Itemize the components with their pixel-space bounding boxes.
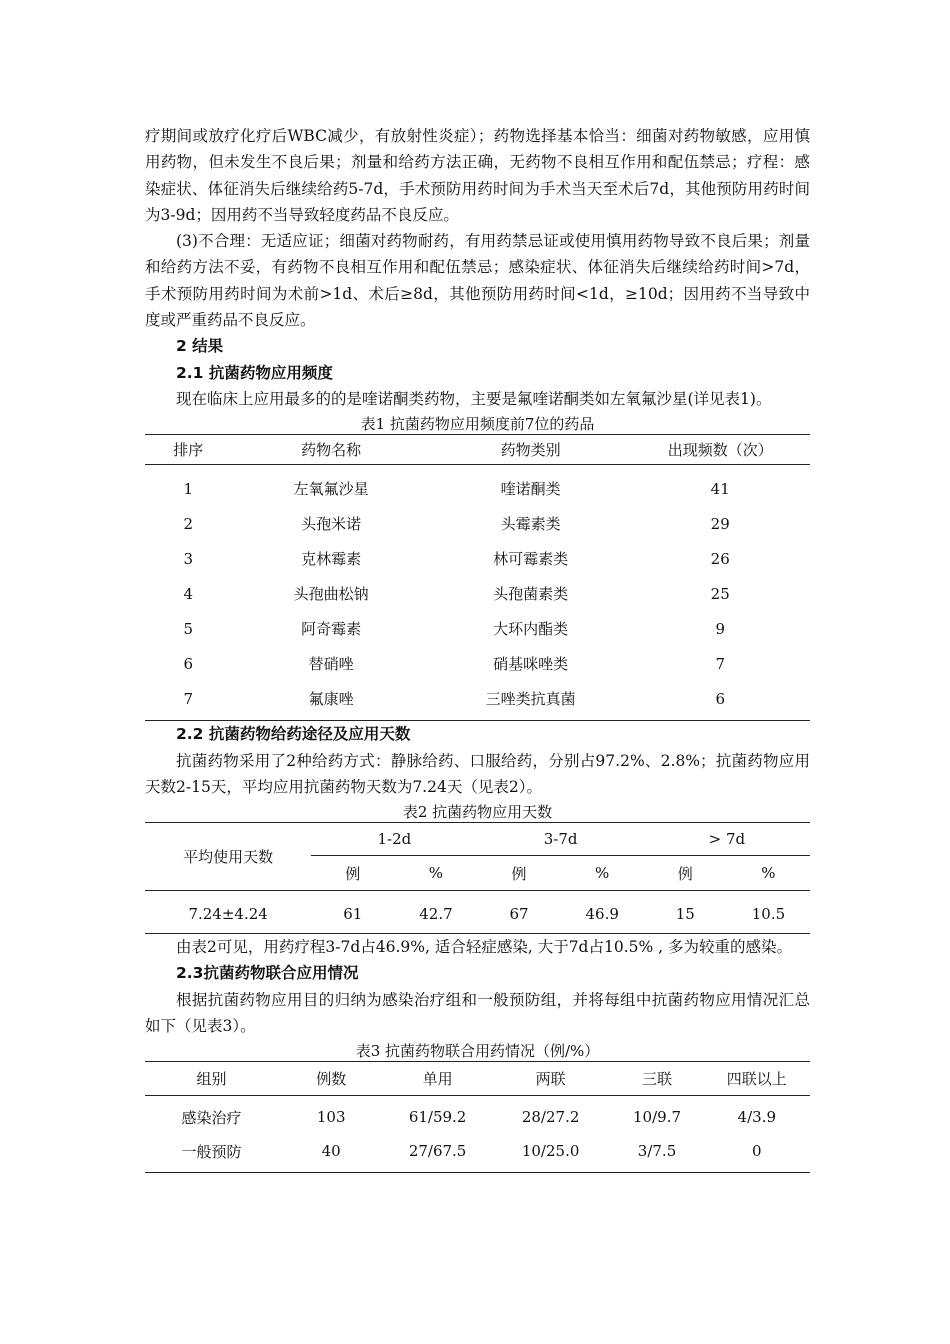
table1-header-cell: 药物类别: [431, 435, 631, 465]
table1: [145, 434, 810, 721]
table-cell: 一般预防: [181, 1142, 242, 1161]
table-cell: 27/67.5: [408, 1142, 467, 1161]
table-cell: 29: [710, 514, 730, 533]
table1-header-cell: 排序: [145, 435, 231, 465]
table2-group-header: 1-2d: [311, 823, 477, 856]
table-row: [145, 465, 810, 507]
table-cell: 头孢曲松钠: [293, 585, 369, 604]
table2-sub-header: 例: [644, 856, 727, 891]
paragraph-2-2: 抗菌药物采用了2种给药方式：静脉给药、口服给药，分别占97.2%、2.8%；抗菌药物应用天数2-15天，平均应用抗菌药物天数为7.24天（见表2）。: [145, 751, 810, 796]
table-cell: 4/3.9: [737, 1108, 776, 1127]
table3-header-row: [145, 1062, 810, 1096]
table-cell: 10/9.7: [633, 1108, 682, 1127]
table-cell: 46.9: [585, 905, 619, 924]
table-cell: 感染治疗: [181, 1108, 242, 1127]
table-cell: 7: [183, 689, 193, 708]
table-cell: 25: [710, 584, 730, 603]
table-cell: 左氧氟沙星: [293, 480, 369, 499]
table1-header-cell: 药物名称: [231, 435, 431, 465]
table-cell: 10/25.0: [521, 1142, 580, 1161]
table2-sub-header: 例: [311, 856, 394, 891]
table-cell: 41: [710, 479, 730, 498]
table-cell: 林可霉素类: [493, 550, 569, 569]
table2-group-row: [145, 823, 810, 856]
table-row: [145, 506, 810, 541]
table2-group-header: > 7d: [644, 823, 810, 856]
table-cell: 三唑类抗真菌: [485, 690, 576, 709]
table1-header-row: [145, 435, 810, 465]
table-cell: 阿奇霉素: [301, 620, 362, 639]
table2-sub-header: %: [727, 856, 810, 891]
table-cell: 4: [183, 584, 193, 603]
table2-sub-header: %: [561, 856, 644, 891]
table3-header-cell: 组别: [145, 1062, 278, 1096]
table3-header-cell: 两联: [491, 1062, 611, 1096]
section-heading-results: 2 结果: [176, 337, 224, 356]
paragraph-table2-summary: 由表2可见，用药疗程3-7d占46.9%, 适合轻症感染, 大于7d占10.5% , 多为较重的感染。: [176, 938, 792, 957]
table-cell: 61/59.2: [408, 1108, 467, 1127]
subsection-heading-2-1: 2.1 抗菌药物应用频度: [176, 363, 333, 382]
table-row: [145, 576, 810, 611]
table-cell: 氟康唑: [308, 690, 354, 709]
table-row: [145, 1096, 810, 1135]
table2-row-header: 平均使用天数: [145, 823, 311, 891]
table-cell: 大环内酯类: [493, 620, 569, 639]
table-row: [145, 646, 810, 681]
table-cell: 26: [710, 549, 730, 568]
table-cell: 5: [183, 619, 193, 638]
table3-header-cell: 四联以上: [704, 1062, 810, 1096]
table3-header-cell: 例数: [278, 1062, 384, 1096]
table-cell: 6: [183, 654, 193, 673]
table-row: [145, 611, 810, 646]
table-cell: 克林霉素: [301, 550, 362, 569]
subsection-heading-2-3: 2.3抗菌药物联合应用情况: [176, 964, 359, 983]
document-page: [145, 123, 810, 1173]
table-cell: 2: [183, 514, 193, 533]
table-cell: 28/27.2: [521, 1108, 580, 1127]
table-cell: 1: [183, 479, 193, 498]
table-cell: 替硝唑: [308, 655, 354, 674]
table-cell: 7: [715, 654, 725, 673]
paragraph-criteria-unreasonable: (3)不合理：无适应证；细菌对药物耐药，有用药禁忌证或使用慎用药物导致不良后果；剂量和给药方法不妥，有药物不良相互作用和配伍禁忌；感染症状、体征消失后继续给药时间>7d，手术预防用药时间为术前>1d、术后≥8d，其他预防用药时间<1d，≥10d；因用药不当导致中度或严重药品不良反应。: [145, 232, 810, 330]
table-cell: 103: [316, 1108, 346, 1127]
table-cell: 15: [675, 905, 695, 924]
table-cell: 头孢菌素类: [493, 585, 569, 604]
table3-header-cell: 单用: [384, 1062, 490, 1096]
table-cell: 喹诺酮类: [500, 480, 561, 499]
table1-caption: 表1 抗菌药物应用频度前7位的药品: [360, 415, 595, 434]
table-cell: 7.24±4.24: [188, 905, 268, 924]
table2-sub-header: %: [394, 856, 477, 891]
table2: [145, 822, 810, 934]
table-cell: 9: [715, 619, 725, 638]
table-cell: 硝基咪唑类: [493, 655, 569, 674]
table2-caption: 表2 抗菌药物应用天数: [402, 803, 553, 822]
paragraph-2-3: 根据抗菌药物应用目的归纳为感染治疗组和一般预防组，并将每组中抗菌药物应用情况汇总如下（见表3）。: [145, 990, 810, 1036]
table1-header-cell: 出现频数（次）: [630, 435, 810, 465]
table2-group-header: 3-7d: [478, 823, 644, 856]
table3-header-cell: 三联: [610, 1062, 703, 1096]
table2-sub-header: 例: [478, 856, 561, 891]
table-cell: 0: [752, 1142, 762, 1161]
table-cell: 6: [715, 689, 725, 708]
table-cell: 头霉素类: [500, 515, 561, 534]
table-row: [145, 681, 810, 721]
paragraph-2-1: 现在临床上应用最多的的是喹诺酮类药物，主要是氟喹诺酮类如左氧氟沙星(详见表1)。: [176, 389, 772, 408]
table-cell: 10.5: [751, 905, 786, 924]
subsection-heading-2-2: 2.2 抗菌药物给药途径及应用天数: [176, 725, 411, 744]
table-cell: 3: [183, 549, 193, 568]
table-cell: 61: [343, 905, 363, 924]
table-cell: 42.7: [419, 905, 453, 924]
table3-caption: 表3 抗菌药物联合用药情况（例/%）: [355, 1042, 600, 1061]
table-cell: 40: [321, 1142, 341, 1161]
table-row: [145, 541, 810, 576]
paragraph-criteria-reasonable: 疗期间或放疗化疗后WBC减少，有放射性炎症）；药物选择基本恰当：细菌对药物敏感，应用慎用药物，但未发生不良后果；剂量和给药方法正确，无药物不良相互作用和配伍禁忌；疗程：感染症状、体征消失后继续给药5-7d，手术预防用药时间为手术当天至术后7d，其他预防用药时间为3-9d；因用药不当导致轻度药品不良反应。: [145, 127, 810, 224]
table-row: [145, 891, 810, 934]
table-cell: 67: [509, 905, 529, 924]
table3: [145, 1061, 810, 1173]
table-cell: 头孢米诺: [301, 515, 362, 534]
table-cell: 3/7.5: [637, 1142, 677, 1161]
table-row: [145, 1134, 810, 1173]
